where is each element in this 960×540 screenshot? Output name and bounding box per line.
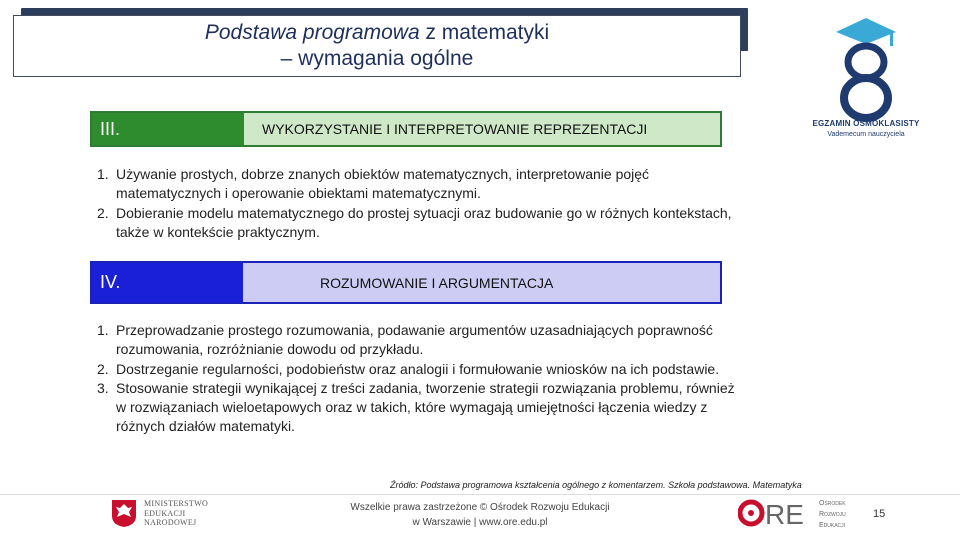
ore-logo-icon <box>738 496 818 530</box>
page-number: 15 <box>873 508 886 520</box>
section-4-header <box>90 261 722 304</box>
section-3-header <box>90 111 722 147</box>
list-item: 2. Dobieranie modelu matematycznego do prostej sytuacji oraz budowanie go w różnych kontekstach, także w kontekście praktycznym. <box>97 204 732 240</box>
section-3-list <box>97 165 737 242</box>
list-item: 1. Przeprowadzanie prostego rozumowania, podawanie argumentów uzasadniających poprawność rozumowania, rozróżnianie dowodu od przykładu. <box>97 322 713 358</box>
title-line-2: – wymagania ogólne <box>280 47 474 70</box>
ore-name: Ośrodek Rozwoju Edukacji <box>819 500 846 529</box>
list-item: 2. Dostrzeganie regularności, podobieństw oraz analogii i formułowanie wniosków na ich podstawie. <box>97 360 720 377</box>
copyright-notice: Wszelkie prawa zastrzeżone © Ośrodek Rozwoju Edukacji w Warszawie | www.ore.edu.pl <box>350 502 610 528</box>
slide-title <box>13 15 741 77</box>
section-3-heading: WYKORZYSTANIE I INTERPRETOWANIE REPREZENTACJI <box>244 113 720 145</box>
section-4-list <box>97 321 737 437</box>
source-citation: Źródło: Podstawa programowa kształcenia ogólnego z komentarzem. Szkoła podstawowa. Matematyka <box>390 480 802 490</box>
list-item: 1. Używanie prostych, dobrze znanych obiektów matematycznych, interpretowanie pojęć matematycznych i operowanie obiektami matematycznymi. <box>97 166 650 202</box>
footer-divider <box>0 494 960 495</box>
logo-subtitle: Vademecum nauczyciela <box>827 131 905 138</box>
ministry-name: MINISTERSTWO EDUKACJI NARODOWEJ <box>144 499 209 527</box>
ministry-eagle-icon <box>110 498 138 528</box>
logo-caption: EGZAMIN ÓSMOKLASISTY <box>812 119 920 128</box>
section-4-heading: ROZUMOWANIE I ARGUMENTACJA <box>243 263 720 302</box>
section-3-number: III. <box>92 113 244 145</box>
svg-text:RE: RE <box>765 499 804 530</box>
title-line-1: Podstawa programowa z matematyki <box>204 21 550 44</box>
list-item: 3. Stosowanie strategii wynikającej z treści zadania, tworzenie strategii rozwiązania problemu, również w rozwiązaniach wieloetapowych oraz w takich, które wymagają umiejętności łączenia wiedzy z różnych działów matematyki. <box>97 379 735 435</box>
section-4-number: IV. <box>92 263 243 302</box>
